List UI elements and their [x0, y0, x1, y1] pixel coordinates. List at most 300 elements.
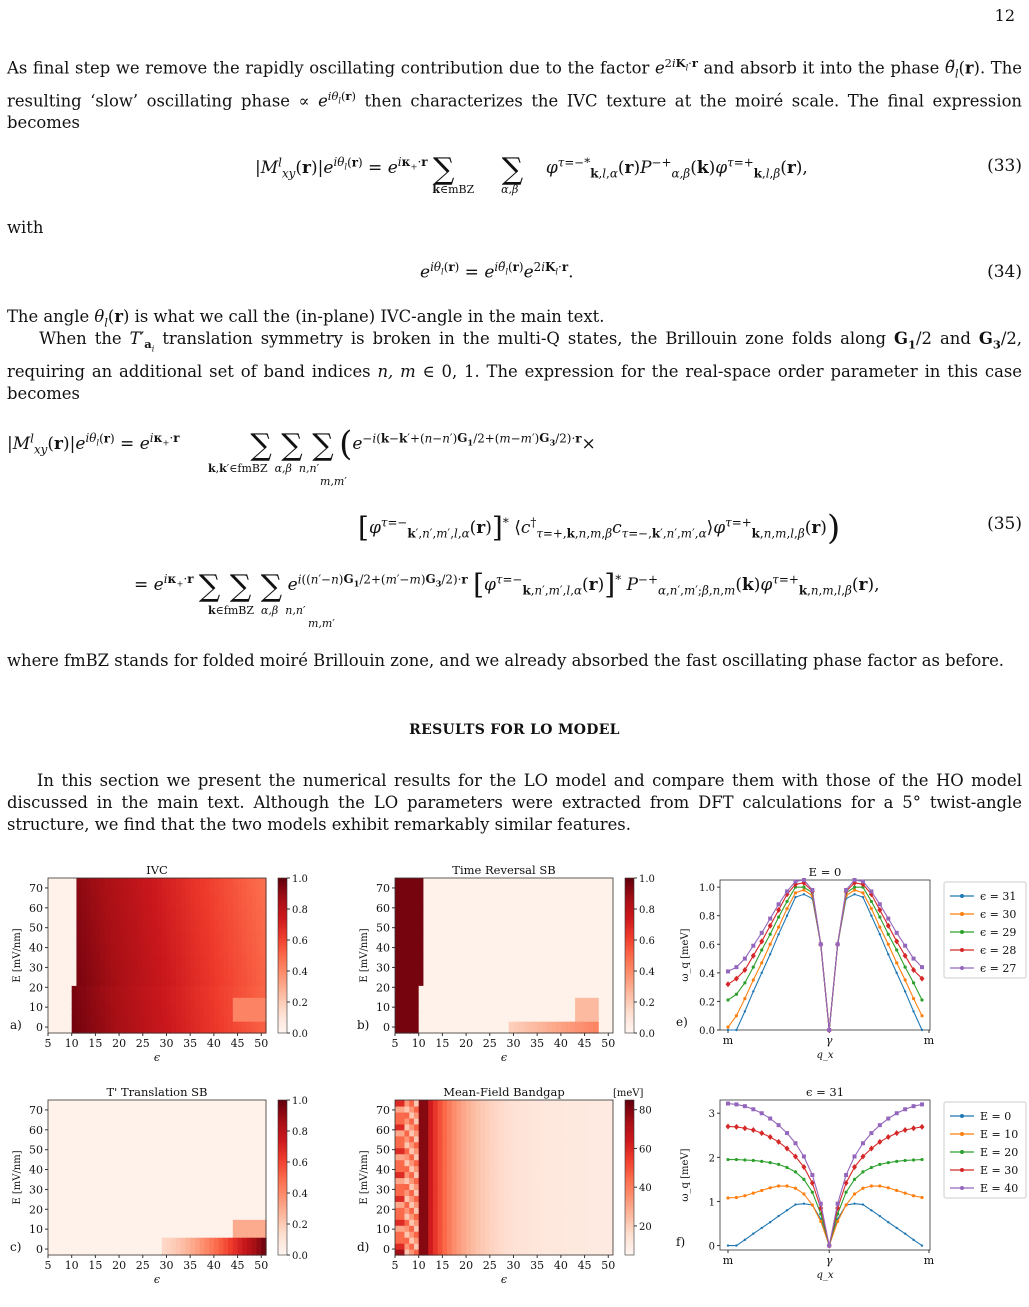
heatmap-cell — [119, 1136, 124, 1143]
heatmap-cell — [148, 1183, 153, 1190]
heatmap-cell — [143, 1148, 148, 1155]
heatmap-cell — [471, 973, 476, 980]
heatmap-cell — [480, 1237, 485, 1244]
heatmap-cell — [485, 956, 490, 963]
heatmap-cell — [110, 1118, 115, 1125]
heatmap-cell — [166, 991, 171, 998]
heatmap-cell — [504, 926, 509, 933]
heatmap-cell — [67, 1172, 72, 1179]
heatmap-cell — [143, 961, 148, 968]
heatmap-cell — [457, 1225, 462, 1232]
heatmap-cell — [152, 1195, 157, 1202]
heatmap-cell — [428, 926, 433, 933]
heatmap-cell — [166, 1172, 171, 1179]
heatmap-cell — [504, 1015, 509, 1022]
heatmap-cell — [204, 938, 209, 945]
heatmap-cell — [499, 1237, 504, 1244]
data-point — [895, 961, 898, 964]
heatmap-cell — [181, 1124, 186, 1131]
heatmap-cell — [57, 1213, 62, 1220]
heatmap-cell — [133, 1130, 138, 1137]
heatmap-cell — [238, 1243, 243, 1250]
heatmap-cell — [138, 1130, 143, 1137]
heatmap-cell — [124, 938, 129, 945]
heatmap-cell — [480, 1136, 485, 1143]
heatmap-cell — [72, 1166, 77, 1173]
heatmap-cell — [589, 1003, 594, 1010]
heatmap-cell — [490, 878, 495, 885]
heatmap-cell — [81, 1172, 86, 1179]
heatmap-cell — [575, 902, 580, 909]
heatmap-cell — [476, 1178, 481, 1185]
heatmap-cell — [532, 920, 537, 927]
heatmap-cell — [257, 938, 262, 945]
heatmap-cell — [223, 932, 228, 939]
heatmap-cell — [233, 1166, 238, 1173]
heatmap-cell — [171, 938, 176, 945]
heatmap-cell — [480, 1189, 485, 1196]
heatmap-cell — [100, 914, 105, 921]
data-point — [743, 981, 746, 984]
heatmap-cell — [499, 967, 504, 974]
heatmap-cell — [242, 1118, 247, 1125]
heatmap-cell — [148, 1148, 153, 1155]
heatmap-cell — [76, 973, 81, 980]
heatmap-cell — [575, 944, 580, 951]
heatmap-cell — [490, 1207, 495, 1214]
heatmap-cell — [537, 1021, 542, 1028]
heatmap-cell — [62, 991, 67, 998]
heatmap-cell — [190, 1136, 195, 1143]
heatmap-cell — [247, 1189, 252, 1196]
heatmap-cell — [247, 1118, 252, 1125]
heatmap-cell — [542, 1172, 547, 1179]
heatmap-cell — [200, 1015, 205, 1022]
heatmap-cell — [537, 1166, 542, 1173]
heatmap-cell — [575, 997, 580, 1004]
heatmap-cell — [233, 920, 238, 927]
heatmap-cell — [466, 1160, 471, 1167]
heatmap-cell — [532, 1225, 537, 1232]
heatmap-cell — [513, 1106, 518, 1113]
heatmap-cell — [504, 1118, 509, 1125]
heatmap-cell — [400, 1148, 405, 1155]
heatmap-cell — [48, 956, 53, 963]
heatmap-cell — [72, 944, 77, 951]
heatmap-cell — [105, 884, 110, 891]
heatmap-cell — [247, 1148, 252, 1155]
heatmap-cell — [466, 956, 471, 963]
heatmap-cell — [594, 914, 599, 921]
x-tick-label: m — [923, 1034, 935, 1047]
heatmap-cell — [551, 1178, 556, 1185]
heatmap-cell — [404, 908, 409, 915]
heatmap-cell — [67, 1106, 72, 1113]
heatmap-cell — [190, 1166, 195, 1173]
data-point — [785, 907, 788, 910]
data-point — [810, 888, 814, 892]
heatmap-cell — [480, 1118, 485, 1125]
heatmap-cell — [409, 1142, 414, 1149]
heatmap-cell — [542, 938, 547, 945]
heatmap-cell — [247, 884, 252, 891]
heatmap-cell — [219, 1148, 224, 1155]
heatmap-cell — [542, 973, 547, 980]
heatmap-cell — [247, 1124, 252, 1131]
heatmap-cell — [190, 1124, 195, 1131]
heatmap-cell — [247, 961, 252, 968]
heatmap-cell — [428, 884, 433, 891]
heatmap-cell — [566, 1009, 571, 1016]
heatmap-cell — [114, 1112, 119, 1119]
heatmap-cell — [518, 890, 523, 897]
heatmap-cell — [114, 1100, 119, 1107]
heatmap-cell — [57, 932, 62, 939]
heatmap-cell — [499, 1124, 504, 1131]
heatmap-cell — [447, 902, 452, 909]
heatmap-cell — [433, 914, 438, 921]
heatmap-cell — [414, 1124, 419, 1131]
heatmap-cell — [504, 1112, 509, 1119]
heatmap-cell — [480, 1243, 485, 1250]
heatmap-cell — [599, 1009, 604, 1016]
data-point — [761, 972, 763, 974]
heatmap-cell — [129, 926, 134, 933]
heatmap-cell — [537, 902, 542, 909]
heatmap-cell — [233, 1003, 238, 1010]
data-point — [870, 907, 873, 910]
heatmap-cell — [238, 1189, 243, 1196]
heatmap-cell — [480, 979, 485, 986]
heatmap-cell — [433, 878, 438, 885]
heatmap-cell — [252, 1178, 257, 1185]
heatmap-cell — [532, 1148, 537, 1155]
heatmap-cell — [171, 902, 176, 909]
heatmap-cell — [528, 1231, 533, 1238]
heatmap-cell — [105, 961, 110, 968]
heatmap-cell — [409, 1189, 414, 1196]
heatmap-cell — [148, 985, 153, 992]
heatmap-cell — [62, 1172, 67, 1179]
heatmap-cell — [499, 1213, 504, 1220]
heatmap-cell — [490, 1154, 495, 1161]
heatmap-cell — [428, 973, 433, 980]
heatmap-cell — [157, 926, 162, 933]
heatmap-cell — [504, 1231, 509, 1238]
y-tick-label: 10 — [29, 1223, 43, 1237]
heatmap-cell — [570, 938, 575, 945]
heatmap-cell — [190, 1154, 195, 1161]
legend-marker — [960, 894, 964, 898]
heatmap-cell — [400, 1237, 405, 1244]
heatmap-cell — [86, 1225, 91, 1232]
heatmap-cell — [67, 967, 72, 974]
heatmap-cell — [528, 908, 533, 915]
heatmap-cell — [204, 1142, 209, 1149]
heatmap-cell — [395, 938, 400, 945]
heatmap-cell — [119, 1166, 124, 1173]
heatmap-cell — [433, 1172, 438, 1179]
heatmap-cell — [537, 1243, 542, 1250]
heatmap-cell — [176, 973, 181, 980]
heatmap-cell — [409, 985, 414, 992]
heatmap-cell — [585, 890, 590, 897]
heatmap-cell — [176, 1201, 181, 1208]
heatmap-cell — [223, 956, 228, 963]
heatmap-cell — [547, 1166, 552, 1173]
heatmap-cell — [129, 1100, 134, 1107]
heatmap-cell — [485, 926, 490, 933]
heatmap-cell — [114, 997, 119, 1004]
heatmap-cell — [81, 997, 86, 1004]
heatmap-cell — [157, 1160, 162, 1167]
heatmap-cell — [67, 902, 72, 909]
heatmap-cell — [157, 914, 162, 921]
heatmap-cell — [476, 914, 481, 921]
heatmap-cell — [423, 1003, 428, 1010]
heatmap-cell — [105, 1189, 110, 1196]
heatmap-cell — [214, 950, 219, 957]
heatmap-cell — [171, 956, 176, 963]
heatmap-cell — [95, 1124, 100, 1131]
heatmap-cell — [433, 997, 438, 1004]
heatmap-cell — [171, 961, 176, 968]
heatmap-cell — [242, 991, 247, 998]
heatmap-cell — [471, 1148, 476, 1155]
heatmap-cell — [461, 1009, 466, 1016]
heatmap-cell — [242, 1148, 247, 1155]
heatmap-cell — [181, 1178, 186, 1185]
heatmap-cell — [471, 1201, 476, 1208]
heatmap-cell — [442, 1160, 447, 1167]
heatmap-cell — [447, 1178, 452, 1185]
heatmap-cell — [471, 1189, 476, 1196]
heatmap-cell — [157, 997, 162, 1004]
heatmap-cell — [518, 973, 523, 980]
heatmap-cell — [528, 938, 533, 945]
heatmap-cell — [570, 908, 575, 915]
heatmap-cell — [223, 985, 228, 992]
heatmap-cell — [219, 1213, 224, 1220]
heatmap-cell — [471, 1130, 476, 1137]
heatmap-cell — [589, 932, 594, 939]
heatmap-cell — [257, 1124, 262, 1131]
heatmap-cell — [457, 1178, 462, 1185]
paragraph-lo-model — [7, 770, 1022, 836]
heatmap-cell — [428, 979, 433, 986]
heatmap-cell — [195, 926, 200, 933]
heatmap-cell — [404, 1178, 409, 1185]
heatmap-cell — [110, 1148, 115, 1155]
heatmap-cell — [570, 1009, 575, 1016]
heatmap-cell — [495, 1219, 500, 1226]
heatmap-cell — [594, 932, 599, 939]
heatmap-cell — [542, 1009, 547, 1016]
heatmap-cell — [238, 1009, 243, 1016]
heatmap-cell — [181, 1225, 186, 1232]
heatmap-cell — [447, 985, 452, 992]
heatmap-cell — [48, 1148, 53, 1155]
heatmap-cell — [148, 1225, 153, 1232]
heatmap-cell — [72, 1178, 77, 1185]
heatmap-cell — [57, 1009, 62, 1016]
heatmap-cell — [204, 1219, 209, 1226]
heatmap-cell — [404, 1003, 409, 1010]
heatmap-cell — [67, 997, 72, 1004]
heatmap-cell — [157, 967, 162, 974]
heatmap-cell — [504, 920, 509, 927]
heatmap-cell — [566, 985, 571, 992]
heatmap-cell — [452, 985, 457, 992]
data-point — [768, 917, 772, 921]
heatmap-cell — [466, 997, 471, 1004]
heatmap-cell — [485, 950, 490, 957]
heatmap-cell — [152, 1100, 157, 1107]
heatmap-cell — [185, 914, 190, 921]
heatmap-cell — [204, 926, 209, 933]
heatmap-cell — [181, 997, 186, 1004]
heatmap-cell — [480, 1178, 485, 1185]
heatmap-cell — [62, 914, 67, 921]
heatmap-cell — [513, 1195, 518, 1202]
heatmap-cell — [143, 926, 148, 933]
heatmap-cell — [523, 1213, 528, 1220]
heatmap-cell — [495, 961, 500, 968]
heatmap-cell — [138, 1154, 143, 1161]
heatmap-cell — [570, 950, 575, 957]
heatmap-cell — [138, 1172, 143, 1179]
heatmap-cell — [100, 1124, 105, 1131]
heatmap-cell — [72, 967, 77, 974]
heatmap-cell — [53, 991, 58, 998]
heatmap-cell — [518, 1166, 523, 1173]
heatmap-cell — [209, 979, 214, 986]
heatmap-cell — [485, 1189, 490, 1196]
heatmap-cell — [86, 884, 91, 891]
data-point — [735, 993, 738, 996]
heatmap-cell — [148, 920, 153, 927]
heatmap-cell — [438, 1219, 443, 1226]
data-point — [793, 879, 797, 883]
heatmap-cell — [575, 985, 580, 992]
heatmap-cell — [547, 1183, 552, 1190]
heatmap-cell — [110, 967, 115, 974]
heatmap-cell — [185, 1100, 190, 1107]
heatmap-cell — [48, 1178, 53, 1185]
heatmap-cell — [447, 1136, 452, 1143]
heatmap-cell — [499, 1112, 504, 1119]
heatmap-cell — [594, 997, 599, 1004]
heatmap-cell — [599, 979, 604, 986]
heatmap-cell — [518, 1015, 523, 1022]
heatmap-cell — [252, 1124, 257, 1131]
heatmap-cell — [157, 985, 162, 992]
heatmap-cell — [461, 1219, 466, 1226]
heatmap-cell — [81, 1003, 86, 1010]
heatmap-cell — [148, 1166, 153, 1173]
heatmap-cell — [67, 878, 72, 885]
heatmap-cell — [67, 1154, 72, 1161]
heatmap-cell — [195, 1172, 200, 1179]
heatmap-cell — [214, 1003, 219, 1010]
heatmap-cell — [219, 1154, 224, 1161]
heatmap-cell — [138, 1243, 143, 1250]
heatmap-cell — [485, 1124, 490, 1131]
heatmap-cell — [476, 979, 481, 986]
heatmap-cell — [228, 1219, 233, 1226]
heatmap-cell — [133, 1009, 138, 1016]
heatmap-cell — [171, 1130, 176, 1137]
heatmap-cell — [162, 1201, 167, 1208]
heatmap-cell — [461, 1213, 466, 1220]
heatmap-cell — [585, 1009, 590, 1016]
heatmap-cell — [442, 1172, 447, 1179]
heatmap-cell — [490, 902, 495, 909]
heatmap-cell — [176, 932, 181, 939]
heatmap-cell — [551, 1172, 556, 1179]
colorbar — [278, 1100, 287, 1256]
heatmap-cell — [91, 878, 96, 885]
heatmap-cell — [504, 1160, 509, 1167]
heatmap-cell — [414, 985, 419, 992]
heatmap-cell — [200, 932, 205, 939]
heatmap-cell — [67, 944, 72, 951]
heatmap-cell — [209, 1100, 214, 1107]
heatmap-cell — [589, 991, 594, 998]
heatmap-cell — [247, 1100, 252, 1107]
heatmap-cell — [53, 1100, 58, 1107]
heatmap-cell — [166, 1118, 171, 1125]
heatmap-cell — [423, 1219, 428, 1226]
heatmap-cell — [414, 1189, 419, 1196]
heatmap-cell — [570, 991, 575, 998]
heatmap-cell — [91, 1213, 96, 1220]
heatmap-cell — [129, 1231, 134, 1238]
heatmap-cell — [532, 914, 537, 921]
heatmap-cell — [551, 902, 556, 909]
heatmap-cell — [133, 914, 138, 921]
heatmap-cell — [414, 961, 419, 968]
heatmap-cell — [566, 973, 571, 980]
legend-label: ϵ = 29 — [980, 926, 1017, 939]
heatmap-cell — [518, 878, 523, 885]
heatmap-cell — [48, 1154, 53, 1161]
heatmap-cell — [471, 926, 476, 933]
heatmap-cell — [176, 944, 181, 951]
heatmap-cell — [438, 1166, 443, 1173]
heatmap-cell — [452, 908, 457, 915]
heatmap-cell — [400, 1142, 405, 1149]
heatmap-cell — [200, 896, 205, 903]
heatmap-cell — [423, 1160, 428, 1167]
heatmap-cell — [252, 997, 257, 1004]
heatmap-cell — [561, 956, 566, 963]
heatmap-cell — [528, 1201, 533, 1208]
heatmap-cell — [509, 1015, 514, 1022]
heatmap-cell — [419, 1189, 424, 1196]
heatmap-cell — [242, 890, 247, 897]
heatmap-cell — [81, 979, 86, 986]
heatmap-cell — [537, 1112, 542, 1119]
heatmap-cell — [48, 920, 53, 927]
heatmap-cell — [72, 1021, 77, 1028]
heatmap-cell — [395, 1112, 400, 1119]
heatmap-cell — [404, 932, 409, 939]
heatmap-cell — [129, 1166, 134, 1173]
heatmap-cell — [599, 1003, 604, 1010]
heatmap-cell — [181, 878, 186, 885]
heatmap-cell — [551, 884, 556, 891]
